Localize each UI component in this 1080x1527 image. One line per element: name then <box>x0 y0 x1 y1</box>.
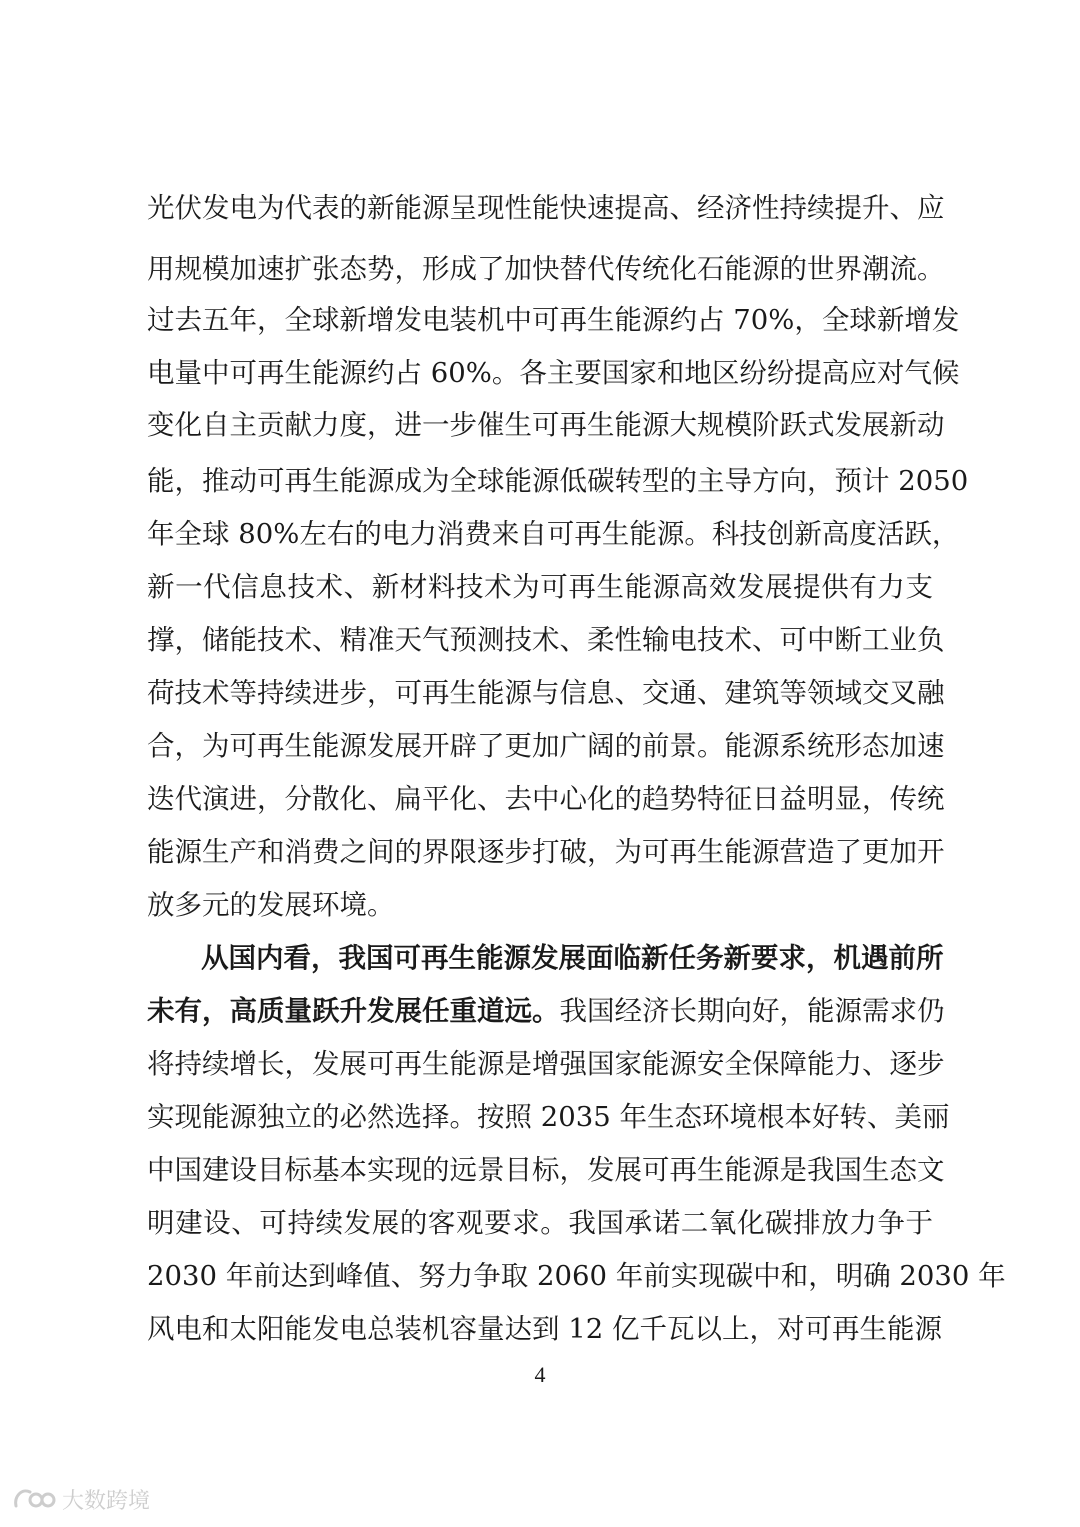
paragraph-line: 变化自主贡献力度，进一步催生可再生能源大规模阶跃式发展新动 <box>147 409 945 441</box>
paragraph-line: 能，推动可再生能源成为全球能源低碳转型的主导方向，预计 2050 <box>147 465 969 497</box>
body-text: 我国经济长期向好，能源需求仍 <box>559 995 945 1027</box>
paragraph-line: 撑，储能技术、精准天气预测技术、柔性输电技术、可中断工业负 <box>147 624 945 656</box>
paragraph-line: 合，为可再生能源发展开辟了更加广阔的前景。能源系统形态加速 <box>147 730 945 762</box>
paragraph-heading-line: 从国内看，我国可再生能源发展面临新任务新要求，机遇前所 <box>201 942 944 974</box>
paragraph-line: 2030 年前达到峰值、努力争取 2060 年前实现碳中和，明确 2030 年 <box>147 1260 1006 1292</box>
paragraph-line: 荷技术等持续进步，可再生能源与信息、交通、建筑等领域交叉融 <box>147 677 945 709</box>
page-number: 4 <box>534 1362 546 1387</box>
paragraph-line: 迭代演进，分散化、扁平化、去中心化的趋势特征日益明显，传统 <box>147 783 945 815</box>
bold-lead-text: 未有，高质量跃升发展任重道远。 <box>147 995 560 1027</box>
paragraph-line: 新一代信息技术、新材料技术为可再生能源高效发展提供有力支 <box>147 571 933 603</box>
paragraph-line: 能源生产和消费之间的界限逐步打破，为可再生能源营造了更加开 <box>147 836 945 868</box>
paragraph-line: 明建设、可持续发展的客观要求。我国承诺二氧化碳排放力争于 <box>147 1207 933 1239</box>
paragraph-line: 将持续增长，发展可再生能源是增强国家能源安全保障能力、逐步 <box>147 1048 945 1080</box>
paragraph-line: 实现能源独立的必然选择。按照 2035 年生态环境根本好转、美丽 <box>147 1101 950 1133</box>
paragraph-line-mixed <box>147 991 945 1031</box>
watermark <box>12 1482 150 1516</box>
watermark-text: 大数跨境 <box>62 1488 151 1514</box>
paragraph-line: 用规模加速扩张态势，形成了加快替代传统化石能源的世界潮流。 <box>147 253 945 285</box>
paragraph-line: 放多元的发展环境。 <box>147 889 395 921</box>
paragraph-line: 过去五年，全球新增发电装机中可再生能源约占 70%，全球新增发 <box>147 304 960 336</box>
watermark-logo-icon <box>12 1484 56 1514</box>
paragraph-line: 电量中可再生能源约占 60%。各主要国家和地区纷纷提高应对气候 <box>147 357 960 389</box>
paragraph-line: 中国建设目标基本实现的远景目标，发展可再生能源是我国生态文 <box>147 1154 945 1186</box>
paragraph-line: 光伏发电为代表的新能源呈现性能快速提高、经济性持续提升、应 <box>147 192 945 224</box>
paragraph-line: 年全球 80%左右的电力消费来自可再生能源。科技创新高度活跃， <box>147 518 960 550</box>
paragraph-line: 风电和太阳能发电总装机容量达到 12 亿千瓦以上，对可再生能源 <box>147 1313 942 1345</box>
